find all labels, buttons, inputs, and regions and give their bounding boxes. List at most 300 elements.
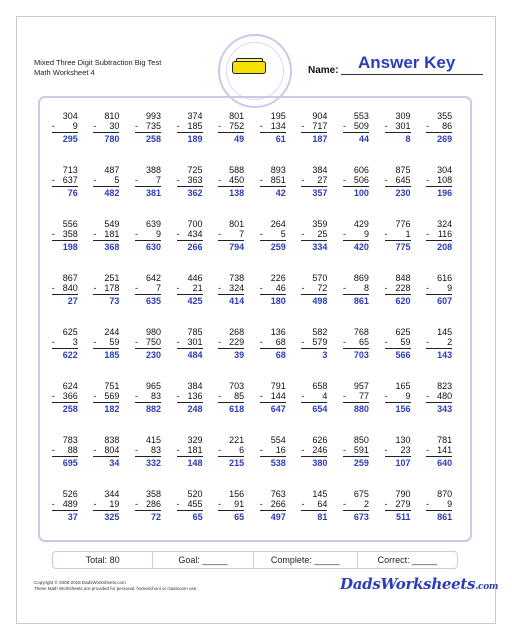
subtrahend-row <box>260 175 286 186</box>
problem <box>335 327 377 381</box>
problem-body <box>135 489 161 543</box>
subtrahend-row <box>426 337 452 348</box>
problem <box>210 273 252 327</box>
minus-sign: - <box>426 229 430 240</box>
minuend: 785 <box>187 327 203 337</box>
subtrahend-row <box>177 445 203 456</box>
problem-body <box>301 219 327 273</box>
minuend: 324 <box>437 219 453 229</box>
minuend: 415 <box>145 435 161 445</box>
problem <box>294 327 336 381</box>
minus-sign: - <box>426 445 430 456</box>
subtrahend: 301 <box>395 121 411 132</box>
answer: 65 <box>234 511 245 522</box>
minus-sign: - <box>426 121 430 132</box>
answer: 258 <box>145 133 161 144</box>
minus-sign: - <box>259 391 263 402</box>
subtrahend-row <box>93 229 119 240</box>
answer: 72 <box>150 511 161 522</box>
subtrahend: 116 <box>437 229 453 240</box>
problem-body <box>218 327 244 381</box>
minuend: 384 <box>187 381 203 391</box>
subtrahend: 301 <box>187 337 203 348</box>
subtrahend-row <box>218 175 244 186</box>
problem <box>44 273 86 327</box>
problem <box>210 489 252 543</box>
subtrahend-row <box>93 391 119 402</box>
minuend: 374 <box>187 111 203 121</box>
subtrahend-row <box>301 175 327 186</box>
subtrahend-row <box>52 121 78 132</box>
minus-sign: - <box>51 391 55 402</box>
subtrahend: 85 <box>234 391 245 402</box>
problem <box>252 381 294 435</box>
problem <box>294 435 336 489</box>
minus-sign: - <box>426 337 430 348</box>
answer: 357 <box>312 187 328 198</box>
answer: 42 <box>275 187 286 198</box>
problem <box>418 165 460 219</box>
minuend: 582 <box>312 327 328 337</box>
subtrahend-row <box>343 445 369 456</box>
answer: 380 <box>312 457 328 468</box>
minus-sign: - <box>384 283 388 294</box>
minuend: 738 <box>229 273 245 283</box>
subtrahend: 363 <box>187 175 203 186</box>
answer: 334 <box>312 241 328 252</box>
subtrahend-row <box>177 283 203 294</box>
problem-body <box>218 381 244 435</box>
problem <box>44 219 86 273</box>
minuend: 429 <box>353 219 369 229</box>
answer: 269 <box>437 133 453 144</box>
problem-body <box>177 219 203 273</box>
problem-body <box>260 219 286 273</box>
problem-body <box>93 327 119 381</box>
subtrahend: 9 <box>72 121 78 132</box>
problem-body <box>52 219 78 273</box>
subtrahend-row <box>343 337 369 348</box>
problem-body <box>177 435 203 489</box>
minuend: 867 <box>62 273 78 283</box>
problem <box>252 273 294 327</box>
minuend: 165 <box>395 381 411 391</box>
subtrahend: 750 <box>145 337 161 348</box>
problem <box>169 165 211 219</box>
subtrahend: 7 <box>155 283 161 294</box>
subtrahend-row <box>301 229 327 240</box>
minus-sign: - <box>301 121 305 132</box>
subtrahend-row <box>52 283 78 294</box>
minuend: 783 <box>62 435 78 445</box>
problem-body <box>93 219 119 273</box>
minuend: 268 <box>229 327 245 337</box>
subtrahend-row <box>343 283 369 294</box>
subtrahend: 2 <box>447 337 453 348</box>
problem <box>252 165 294 219</box>
answer: 215 <box>229 457 245 468</box>
subtrahend: 88 <box>67 445 78 456</box>
problem-body <box>426 165 452 219</box>
brand-logo[interactable] <box>340 575 498 593</box>
subtrahend: 569 <box>104 391 120 402</box>
problem-body <box>135 165 161 219</box>
subtrahend: 144 <box>270 391 286 402</box>
subtrahend: 506 <box>353 175 369 186</box>
problem <box>418 435 460 489</box>
answer: 258 <box>62 403 78 414</box>
problem <box>294 219 336 273</box>
subtrahend-row <box>93 175 119 186</box>
minuend: 624 <box>62 381 78 391</box>
subtrahend-row <box>385 175 411 186</box>
subtrahend: 840 <box>62 283 78 294</box>
minuend: 626 <box>312 435 328 445</box>
subtrahend: 266 <box>270 499 286 510</box>
subtrahend-row <box>385 121 411 132</box>
subtrahend-row <box>218 445 244 456</box>
minus-sign: - <box>93 445 97 456</box>
subtrahend: 9 <box>155 229 161 240</box>
subtrahend-row <box>426 445 452 456</box>
problem-body <box>177 111 203 165</box>
subtrahend: 8 <box>363 283 369 294</box>
subtrahend: 27 <box>317 175 328 186</box>
minus-sign: - <box>259 283 263 294</box>
problem-body <box>135 111 161 165</box>
minuend: 226 <box>270 273 286 283</box>
copyright-line-2: These Math Worksheets are provided for personal, homeschool or classroom use. <box>34 586 198 591</box>
minuend: 801 <box>229 111 245 121</box>
problem-body <box>426 381 452 435</box>
subtrahend-row <box>93 283 119 294</box>
subtrahend: 645 <box>395 175 411 186</box>
problem-body <box>385 273 411 327</box>
problem-body <box>426 489 452 543</box>
answer: 618 <box>229 403 245 414</box>
subtrahend-row <box>135 391 161 402</box>
minuend: 658 <box>312 381 328 391</box>
subtrahend-row <box>135 445 161 456</box>
minus-sign: - <box>342 391 346 402</box>
minuend: 130 <box>395 435 411 445</box>
problem-body <box>385 435 411 489</box>
minuend: 848 <box>395 273 411 283</box>
minus-sign: - <box>342 337 346 348</box>
subtrahend-row <box>343 121 369 132</box>
minus-sign: - <box>301 445 305 456</box>
subtrahend-row <box>135 499 161 510</box>
subtrahend-row <box>218 283 244 294</box>
problem-body <box>260 111 286 165</box>
subtrahend-row <box>218 121 244 132</box>
worksheet-title <box>34 58 161 78</box>
minus-sign: - <box>301 175 305 186</box>
subtrahend: 46 <box>275 283 286 294</box>
subtrahend: 286 <box>145 499 161 510</box>
problem-body <box>426 327 452 381</box>
minuend: 136 <box>270 327 286 337</box>
answer: 8 <box>405 133 411 144</box>
problem-body <box>343 327 369 381</box>
answer: 107 <box>395 457 411 468</box>
subtrahend: 637 <box>62 175 78 186</box>
minuend: 570 <box>312 273 328 283</box>
subtrahend-row <box>135 283 161 294</box>
answer: 498 <box>312 295 328 306</box>
problem-body <box>93 435 119 489</box>
subtrahend-row <box>135 121 161 132</box>
answer: 861 <box>353 295 369 306</box>
minus-sign: - <box>426 175 430 186</box>
subtrahend-row <box>135 175 161 186</box>
minuend: 553 <box>353 111 369 121</box>
minuend: 639 <box>145 219 161 229</box>
subtrahend-row <box>385 499 411 510</box>
answer: 780 <box>104 133 120 144</box>
subtrahend: 851 <box>270 175 286 186</box>
minus-sign: - <box>342 175 346 186</box>
minus-sign: - <box>384 229 388 240</box>
answer: 640 <box>437 457 453 468</box>
problem <box>252 111 294 165</box>
subtrahend: 86 <box>442 121 453 132</box>
minuend: 957 <box>353 381 369 391</box>
subtrahend-row <box>52 337 78 348</box>
subtrahend-row <box>343 229 369 240</box>
answer: 425 <box>187 295 203 306</box>
answer: 861 <box>437 511 453 522</box>
minuend: 156 <box>229 489 245 499</box>
answer: 138 <box>229 187 245 198</box>
eraser-icon <box>232 61 266 74</box>
problem <box>252 327 294 381</box>
minus-sign: - <box>301 283 305 294</box>
minuend: 675 <box>353 489 369 499</box>
problem-body <box>260 273 286 327</box>
minus-sign: - <box>93 175 97 186</box>
minuend: 790 <box>395 489 411 499</box>
problem <box>127 435 169 489</box>
answer: 566 <box>395 349 411 360</box>
minuend: 359 <box>312 219 328 229</box>
problem-body <box>385 111 411 165</box>
problem-body <box>343 111 369 165</box>
minuend: 810 <box>104 111 120 121</box>
answer: 49 <box>234 133 245 144</box>
subtrahend-row <box>301 391 327 402</box>
problem <box>377 219 419 273</box>
minuend: 487 <box>104 165 120 175</box>
subtrahend-row <box>177 121 203 132</box>
minuend: 703 <box>229 381 245 391</box>
minuend: 145 <box>312 489 328 499</box>
problem <box>127 273 169 327</box>
minuend: 549 <box>104 219 120 229</box>
minuend: 713 <box>62 165 78 175</box>
problem <box>169 381 211 435</box>
minuend: 801 <box>229 219 245 229</box>
subtrahend: 181 <box>104 229 120 240</box>
subtrahend: 717 <box>312 121 328 132</box>
minus-sign: - <box>218 121 222 132</box>
minus-sign: - <box>301 229 305 240</box>
subtrahend-row <box>177 499 203 510</box>
minus-sign: - <box>93 391 97 402</box>
subtrahend: 480 <box>437 391 453 402</box>
problem <box>86 489 128 543</box>
answer: 882 <box>145 403 161 414</box>
answer: 3 <box>322 349 328 360</box>
minus-sign: - <box>176 229 180 240</box>
subtrahend: 3 <box>72 337 78 348</box>
minus-sign: - <box>259 229 263 240</box>
problem <box>294 381 336 435</box>
answer: 208 <box>437 241 453 252</box>
minuend: 980 <box>145 327 161 337</box>
copyright-notice <box>34 580 198 592</box>
subtrahend-row <box>426 499 452 510</box>
name-label: Name: <box>308 65 339 76</box>
minus-sign: - <box>426 283 430 294</box>
problem <box>127 489 169 543</box>
subtrahend: 2 <box>363 499 369 510</box>
minus-sign: - <box>93 121 97 132</box>
minus-sign: - <box>218 445 222 456</box>
minuend: 195 <box>270 111 286 121</box>
subtrahend: 23 <box>400 445 411 456</box>
minuend: 893 <box>270 165 286 175</box>
answer: 511 <box>396 511 411 522</box>
subtrahend-row <box>93 499 119 510</box>
answer: 368 <box>104 241 120 252</box>
subtrahend-row <box>385 283 411 294</box>
answer: 198 <box>62 241 78 252</box>
problem-body <box>426 219 452 273</box>
subtrahend-row <box>177 175 203 186</box>
subtrahend: 64 <box>317 499 328 510</box>
answer: 654 <box>312 403 328 414</box>
subtrahend: 579 <box>312 337 328 348</box>
minus-sign: - <box>134 337 138 348</box>
minus-sign: - <box>134 283 138 294</box>
minus-sign: - <box>301 499 305 510</box>
minus-sign: - <box>51 121 55 132</box>
name-line <box>341 74 483 75</box>
subtrahend: 591 <box>353 445 369 456</box>
minus-sign: - <box>134 445 138 456</box>
subtrahend: 68 <box>275 337 286 348</box>
answer: 703 <box>353 349 369 360</box>
subtrahend-row <box>135 229 161 240</box>
minuend: 791 <box>270 381 286 391</box>
problem-body <box>135 327 161 381</box>
problem-body <box>93 273 119 327</box>
minuend: 965 <box>145 381 161 391</box>
problem-body <box>218 489 244 543</box>
subtrahend-row <box>260 499 286 510</box>
subtrahend: 19 <box>109 499 120 510</box>
answer: 27 <box>67 295 78 306</box>
minus-sign: - <box>342 499 346 510</box>
minuend: 768 <box>353 327 369 337</box>
subtrahend: 5 <box>114 175 120 186</box>
minuend: 588 <box>229 165 245 175</box>
subtrahend: 16 <box>275 445 286 456</box>
minuend: 904 <box>312 111 328 121</box>
subtrahend-row <box>52 175 78 186</box>
problem <box>127 111 169 165</box>
problem <box>169 111 211 165</box>
problem-body <box>52 489 78 543</box>
minus-sign: - <box>259 121 263 132</box>
subtrahend: 7 <box>155 175 161 186</box>
problem-body <box>260 435 286 489</box>
answer: 381 <box>145 187 161 198</box>
problem <box>210 381 252 435</box>
problem <box>335 165 377 219</box>
subtrahend: 366 <box>62 391 78 402</box>
total-cell: Total: 80 <box>53 552 153 568</box>
subtrahend-row <box>385 229 411 240</box>
subtrahend-row <box>177 391 203 402</box>
minus-sign: - <box>51 283 55 294</box>
problem-body <box>135 381 161 435</box>
minuend: 625 <box>62 327 78 337</box>
subtrahend: 5 <box>280 229 286 240</box>
problem-body <box>260 327 286 381</box>
problem-body <box>385 381 411 435</box>
minus-sign: - <box>218 229 222 240</box>
subtrahend-row <box>93 337 119 348</box>
complete-cell: Complete: _____ <box>254 552 358 568</box>
minus-sign: - <box>93 337 97 348</box>
problem <box>44 489 86 543</box>
minuend: 520 <box>187 489 203 499</box>
minus-sign: - <box>218 499 222 510</box>
minus-sign: - <box>301 391 305 402</box>
problem <box>210 219 252 273</box>
answer: 39 <box>234 349 245 360</box>
subtrahend: 136 <box>187 391 203 402</box>
problem <box>210 165 252 219</box>
problem <box>252 489 294 543</box>
subtrahend: 450 <box>229 175 245 186</box>
problem <box>377 327 419 381</box>
problems-grid <box>44 111 460 543</box>
minus-sign: - <box>342 229 346 240</box>
answer: 647 <box>270 403 286 414</box>
problem <box>127 219 169 273</box>
answer: 37 <box>67 511 78 522</box>
problem-body <box>343 273 369 327</box>
minuend: 838 <box>104 435 120 445</box>
minuend: 776 <box>395 219 411 229</box>
minus-sign: - <box>176 391 180 402</box>
answer: 482 <box>104 187 120 198</box>
minuend: 304 <box>62 111 78 121</box>
minuend: 446 <box>187 273 203 283</box>
problem <box>44 165 86 219</box>
subtrahend: 91 <box>234 499 245 510</box>
subtrahend-row <box>385 445 411 456</box>
subtrahend-row <box>301 283 327 294</box>
problem-body <box>52 165 78 219</box>
problem-body <box>426 435 452 489</box>
subtrahend-row <box>426 121 452 132</box>
problem <box>127 165 169 219</box>
subtrahend-row <box>218 499 244 510</box>
